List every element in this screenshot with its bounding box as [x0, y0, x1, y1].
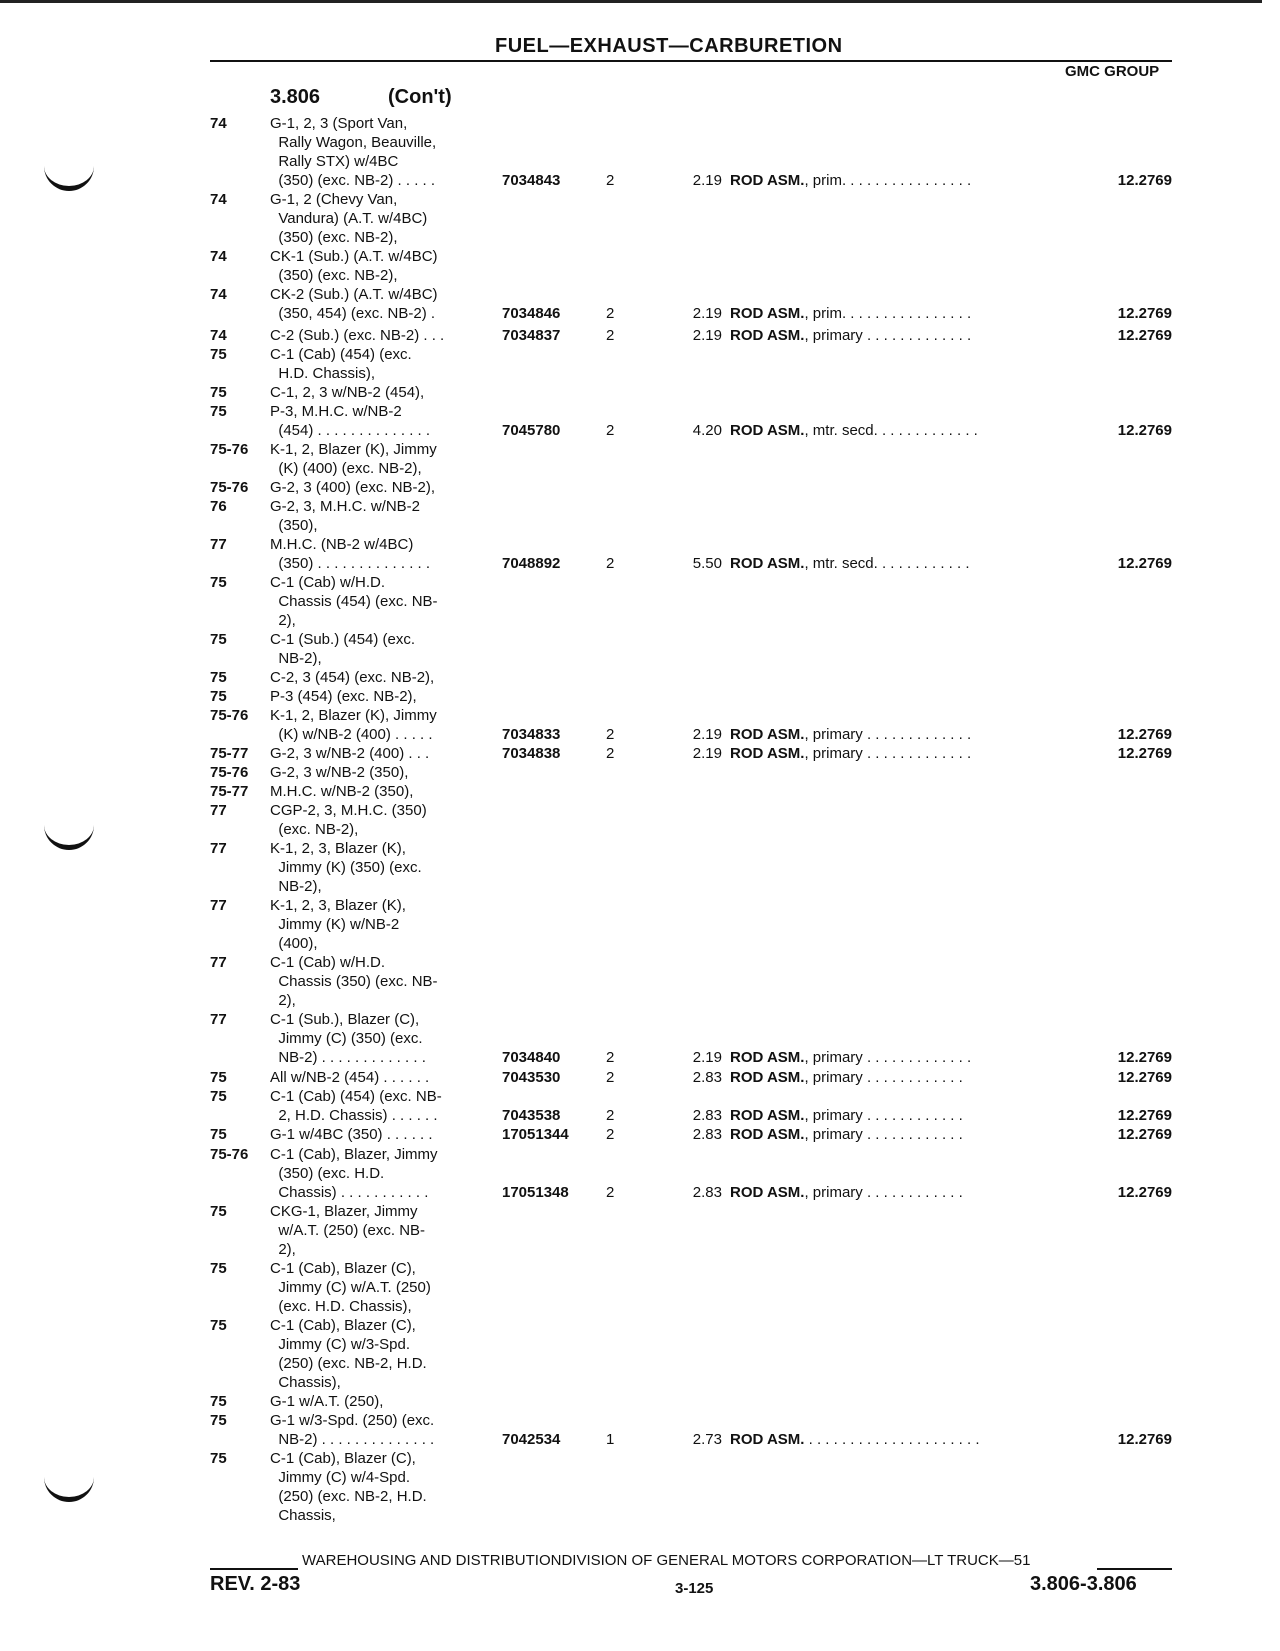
part-description-detail: , prim. . . . . . . . . . . . . . . . — [804, 172, 972, 189]
model-year: 74 — [210, 115, 227, 132]
part-description-detail: , primary . . . . . . . . . . . . — [804, 1107, 963, 1124]
part-description-detail: , primary . . . . . . . . . . . . — [804, 1184, 963, 1201]
part-description-name: ROD ASM. — [730, 1184, 805, 1201]
quantity: 2 — [606, 422, 615, 439]
list-price: 2.19 — [692, 172, 722, 189]
part-description — [730, 326, 1050, 345]
model-year: 75 — [210, 1126, 227, 1143]
part-number: 7034843 — [502, 172, 561, 189]
group-code: 12.2769 — [1117, 172, 1172, 189]
model-year: 75 — [210, 1069, 227, 1086]
model-application: CK-1 (Sub.) (A.T. w/4BC) (350) (exc. NB-2), — [270, 248, 438, 284]
part-description-detail: , primary . . . . . . . . . . . . . — [804, 726, 972, 743]
model-application: C-1 (Cab) (454) (exc. H.D. Chassis), — [270, 346, 412, 382]
model-year: 74 — [210, 248, 227, 265]
part-description-detail: , primary . . . . . . . . . . . . . — [804, 745, 972, 762]
model-application: P-3, M.H.C. w/NB-2 (454) . . . . . . . . . . . . . . — [270, 403, 431, 439]
model-year: 74 — [210, 286, 227, 303]
list-price: 2.19 — [692, 327, 722, 344]
group-label: GMC GROUP — [1065, 63, 1160, 80]
group-code: 12.2769 — [1117, 1184, 1172, 1201]
model-year: 75 — [210, 1450, 227, 1467]
quantity: 2 — [606, 555, 615, 572]
group-code: 12.2769 — [1117, 726, 1172, 743]
part-description-detail: . . . . . . . . . . . . . . . . . . . . . — [804, 1431, 980, 1448]
group-code: 12.2769 — [1117, 327, 1172, 344]
section-number: 3.806 — [270, 86, 321, 108]
model-year: 77 — [210, 897, 227, 914]
part-description-name: ROD ASM. — [730, 1126, 805, 1143]
part-description-name: ROD ASM. — [730, 555, 805, 572]
quantity: 2 — [606, 1069, 615, 1086]
part-description-detail: , primary . . . . . . . . . . . . — [804, 1126, 963, 1143]
model-application: M.H.C. (NB-2 w/4BC) (350) . . . . . . . . . . . . . . — [270, 536, 431, 572]
quantity: 2 — [606, 1049, 615, 1066]
part-description — [730, 744, 1050, 763]
list-price: 2.83 — [692, 1126, 722, 1143]
part-description-name: ROD ASM. — [730, 1069, 805, 1086]
section-range: 3.806-3.806 — [1030, 1573, 1137, 1595]
page-number: 3-125 — [675, 1580, 714, 1597]
part-number: 17051344 — [502, 1126, 569, 1143]
model-application: G-1 w/3-Spd. (250) (exc. NB-2) . . . . . . . . . . . . . . — [270, 1412, 435, 1448]
part-description-name: ROD ASM. — [730, 1107, 805, 1124]
group-code: 12.2769 — [1117, 1107, 1172, 1124]
model-year: 75 — [210, 631, 227, 648]
model-year: 75 — [210, 669, 227, 686]
model-year: 75 — [210, 384, 227, 401]
footer-rule-left — [210, 1568, 298, 1570]
model-year: 75 — [210, 1412, 227, 1429]
part-description — [730, 304, 1050, 323]
model-application: K-1, 2, Blazer (K), Jimmy (K) w/NB-2 (400) . . . . . — [270, 707, 437, 743]
list-price: 2.73 — [692, 1431, 722, 1448]
part-description-name: ROD ASM. — [730, 1431, 805, 1448]
model-year: 75 — [210, 403, 227, 420]
part-description — [730, 1430, 1050, 1449]
model-year: 75-76 — [210, 707, 249, 724]
model-application: All w/NB-2 (454) . . . . . . — [270, 1069, 430, 1086]
model-application: C-1 (Cab) w/H.D. Chassis (350) (exc. NB- 2), — [270, 954, 438, 1009]
model-application: C-1 (Cab), Blazer (C), Jimmy (C) w/4-Spd. (250) (exc. NB-2, H.D. Chassis, — [270, 1450, 427, 1524]
group-code: 12.2769 — [1117, 1049, 1172, 1066]
group-code: 12.2769 — [1117, 1126, 1172, 1143]
part-description-name: ROD ASM. — [730, 745, 805, 762]
part-description-name: ROD ASM. — [730, 327, 805, 344]
part-number: 7043538 — [502, 1107, 561, 1124]
part-number: 7034838 — [502, 745, 561, 762]
model-year: 77 — [210, 802, 227, 819]
part-description-detail: , mtr. secd. . . . . . . . . . . . . — [804, 422, 978, 439]
part-description-detail: , mtr. secd. . . . . . . . . . . . — [804, 555, 970, 572]
list-price: 2.19 — [692, 726, 722, 743]
footer-rule-right — [1097, 1568, 1172, 1570]
model-year: 75 — [210, 346, 227, 363]
group-code: 12.2769 — [1117, 1431, 1172, 1448]
model-year: 76 — [210, 498, 227, 515]
part-description — [730, 554, 1050, 573]
list-price: 2.83 — [692, 1107, 722, 1124]
list-price: 2.19 — [692, 745, 722, 762]
model-year: 77 — [210, 954, 227, 971]
group-code: 12.2769 — [1117, 1069, 1172, 1086]
group-code: 12.2769 — [1117, 745, 1172, 762]
part-description-detail: , primary . . . . . . . . . . . . . — [804, 327, 972, 344]
part-description-name: ROD ASM. — [730, 172, 805, 189]
model-application: K-1, 2, Blazer (K), Jimmy (K) (400) (exc. NB-2), — [270, 441, 437, 477]
section-title: FUEL—EXHAUST—CARBURETION — [495, 35, 843, 57]
footer-division: WAREHOUSING AND DISTRIBUTIONDIVISION OF GENERAL MOTORS CORPORATION—LT TRUCK—51 — [302, 1552, 1031, 1569]
model-application: G-1 w/A.T. (250), — [270, 1393, 384, 1410]
part-number: 7048892 — [502, 555, 561, 572]
part-description-name: ROD ASM. — [730, 422, 805, 439]
quantity: 2 — [606, 1184, 615, 1201]
model-year: 75 — [210, 1088, 227, 1105]
part-description — [730, 725, 1050, 744]
model-application: G-2, 3, M.H.C. w/NB-2 (350), — [270, 498, 421, 534]
model-application: G-1 w/4BC (350) . . . . . . — [270, 1126, 433, 1143]
model-application: C-1 (Cab) (454) (exc. NB- 2, H.D. Chassis) . . . . . . — [270, 1088, 442, 1124]
part-number: 7042534 — [502, 1431, 561, 1448]
part-number: 17051348 — [502, 1184, 569, 1201]
model-year: 74 — [210, 191, 227, 208]
part-description — [730, 1183, 1050, 1202]
model-year: 75 — [210, 1203, 227, 1220]
model-application: C-2 (Sub.) (exc. NB-2) . . . — [270, 327, 445, 344]
model-application: C-1 (Cab), Blazer, Jimmy (350) (exc. H.D. Chassis) . . . . . . . . . . . — [270, 1146, 438, 1201]
list-price: 5.50 — [692, 555, 722, 572]
model-application: C-2, 3 (454) (exc. NB-2), — [270, 669, 435, 686]
quantity: 2 — [606, 1107, 615, 1124]
model-application: G-2, 3 (400) (exc. NB-2), — [270, 479, 436, 496]
model-year: 77 — [210, 536, 227, 553]
part-number: 7034846 — [502, 305, 561, 322]
model-year: 75-76 — [210, 479, 249, 496]
part-number: 7034840 — [502, 1049, 561, 1066]
part-number: 7034833 — [502, 726, 561, 743]
model-year: 75 — [210, 1317, 227, 1334]
list-price: 2.83 — [692, 1184, 722, 1201]
part-number: 7034837 — [502, 327, 561, 344]
group-code: 12.2769 — [1117, 422, 1172, 439]
model-year: 75-77 — [210, 783, 249, 800]
list-price: 2.83 — [692, 1069, 722, 1086]
model-year: 77 — [210, 840, 227, 857]
part-description-detail: , primary . . . . . . . . . . . . — [804, 1069, 963, 1086]
model-year: 75 — [210, 688, 227, 705]
model-year: 77 — [210, 1011, 227, 1028]
model-application: G-1, 2, 3 (Sport Van, Rally Wagon, Beauville, Rally STX) w/4BC (350) (exc. NB-2) . . . . . — [270, 115, 437, 189]
part-description — [730, 1125, 1050, 1144]
model-application: C-1 (Cab), Blazer (C), Jimmy (C) w/3-Spd. (250) (exc. NB-2, H.D. Chassis), — [270, 1317, 427, 1391]
model-year: 75 — [210, 574, 227, 591]
section-continued: (Con't) — [388, 86, 452, 108]
part-description-name: ROD ASM. — [730, 305, 805, 322]
revision-label: REV. 2-83 — [210, 1573, 301, 1595]
quantity: 2 — [606, 726, 615, 743]
model-application: G-2, 3 w/NB-2 (400) . . . — [270, 745, 430, 762]
part-description-detail: , prim. . . . . . . . . . . . . . . . — [804, 305, 972, 322]
model-year: 75 — [210, 1260, 227, 1277]
model-year: 75-76 — [210, 441, 249, 458]
quantity: 2 — [606, 1126, 615, 1143]
list-price: 4.20 — [692, 422, 722, 439]
model-application: M.H.C. w/NB-2 (350), — [270, 783, 414, 800]
part-number: 7045780 — [502, 422, 561, 439]
part-description — [730, 1048, 1050, 1067]
model-application: G-2, 3 w/NB-2 (350), — [270, 764, 409, 781]
model-application: K-1, 2, 3, Blazer (K), Jimmy (K) (350) (exc. NB-2), — [270, 840, 422, 895]
part-description — [730, 1106, 1050, 1125]
model-application: CKG-1, Blazer, Jimmy w/A.T. (250) (exc. NB- 2), — [270, 1203, 426, 1258]
part-description-detail: , primary . . . . . . . . . . . . . — [804, 1049, 972, 1066]
model-application: C-1 (Cab), Blazer (C), Jimmy (C) w/A.T. (250) (exc. H.D. Chassis), — [270, 1260, 431, 1315]
model-application: K-1, 2, 3, Blazer (K), Jimmy (K) w/NB-2 (400), — [270, 897, 406, 952]
part-description-name: ROD ASM. — [730, 1049, 805, 1066]
model-year: 75-77 — [210, 745, 249, 762]
model-application: C-1, 2, 3 w/NB-2 (454), — [270, 384, 425, 401]
model-application: P-3 (454) (exc. NB-2), — [270, 688, 417, 705]
model-year: 75-76 — [210, 1146, 249, 1163]
list-price: 2.19 — [692, 305, 722, 322]
model-year: 74 — [210, 327, 227, 344]
part-description — [730, 171, 1050, 190]
group-code: 12.2769 — [1117, 305, 1172, 322]
group-code: 12.2769 — [1117, 555, 1172, 572]
quantity: 1 — [606, 1431, 615, 1448]
model-application: C-1 (Sub.), Blazer (C), Jimmy (C) (350) (exc. NB-2) . . . . . . . . . . . . . — [270, 1011, 426, 1066]
quantity: 2 — [606, 172, 615, 189]
list-price: 2.19 — [692, 1049, 722, 1066]
model-year: 75-76 — [210, 764, 249, 781]
model-application: C-1 (Sub.) (454) (exc. NB-2), — [270, 631, 416, 667]
part-number: 7043530 — [502, 1069, 561, 1086]
model-year: 75 — [210, 1393, 227, 1410]
model-application: CGP-2, 3, M.H.C. (350) (exc. NB-2), — [270, 802, 427, 838]
model-application: G-1, 2 (Chevy Van, Vandura) (A.T. w/4BC) (350) (exc. NB-2), — [270, 191, 428, 246]
part-description-name: ROD ASM. — [730, 726, 805, 743]
part-description — [730, 421, 1050, 440]
quantity: 2 — [606, 745, 615, 762]
part-description — [730, 1068, 1050, 1087]
model-application: CK-2 (Sub.) (A.T. w/4BC) (350, 454) (exc. NB-2) . — [270, 286, 438, 322]
quantity: 2 — [606, 327, 615, 344]
quantity: 2 — [606, 305, 615, 322]
model-application: C-1 (Cab) w/H.D. Chassis (454) (exc. NB- 2), — [270, 574, 438, 629]
